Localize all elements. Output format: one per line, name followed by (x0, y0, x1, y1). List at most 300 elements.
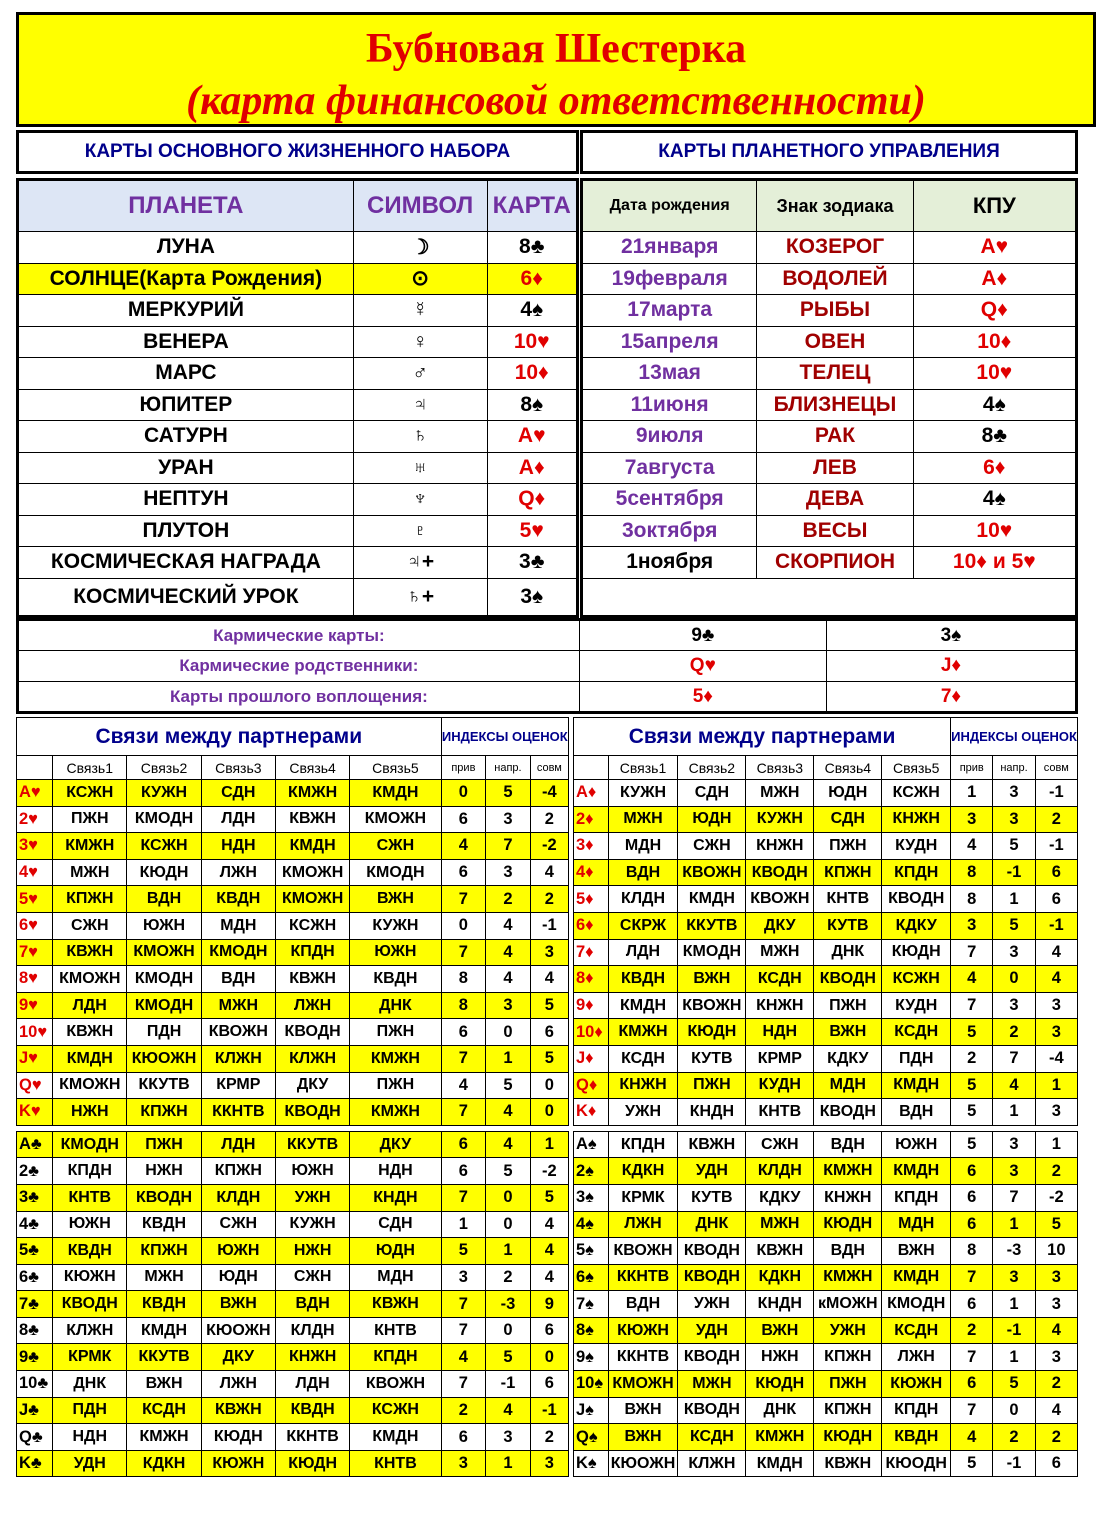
relation-row (17, 1344, 569, 1371)
relation-row (574, 966, 1078, 993)
planet-row (18, 389, 578, 421)
relation-link: КНЖН (746, 992, 814, 1019)
relation-card: 4♥ (17, 859, 53, 886)
relation-index: 7 (951, 1264, 993, 1291)
relation-index: 1 (486, 1450, 531, 1477)
relation-index: 4 (530, 1264, 568, 1291)
relation-card: 9♣ (17, 1344, 53, 1371)
kpu-date: 7августа (582, 452, 757, 484)
planet-row (18, 263, 578, 295)
relation-link: ЮЖН (53, 1211, 127, 1238)
relation-card: 3♥ (17, 833, 53, 860)
planet-symbol: ♄ (353, 421, 487, 453)
relation-card: K♣ (17, 1450, 53, 1477)
relation-link: ВЖН (608, 1397, 678, 1424)
header-planetary-rule: КАРТЫ ПЛАНЕТНОГО УПРАВЛЕНИЯ (580, 130, 1078, 174)
kpu-card: 10♥ (913, 358, 1076, 390)
relations-header-row (574, 756, 1078, 780)
karmic-card-b: J♦ (826, 651, 1076, 682)
relation-index: 5 (486, 1158, 531, 1185)
relation-row (574, 992, 1078, 1019)
col-index-2: напр. (993, 756, 1035, 780)
relation-link: СДН (201, 780, 275, 807)
relation-link: ДКУ (201, 1344, 275, 1371)
relation-index: 5 (951, 1450, 993, 1477)
relation-link: КВЖН (275, 966, 349, 993)
relation-link: ВДН (608, 859, 678, 886)
relation-link: ПЖН (814, 1371, 882, 1398)
planet-card: A♦ (487, 452, 578, 484)
karmic-row (18, 651, 1077, 682)
relation-link: НДН (350, 1158, 441, 1185)
relation-index: 6 (530, 1371, 568, 1398)
planet-name: УРАН (18, 452, 354, 484)
relation-card: 8♥ (17, 966, 53, 993)
relation-link: УЖН (608, 1099, 678, 1126)
relation-index: 8 (951, 859, 993, 886)
relation-link: КСДН (882, 1019, 951, 1046)
relation-link: КЮДН (746, 1371, 814, 1398)
relation-index: 1 (993, 1211, 1035, 1238)
relation-link: КМОЖН (275, 859, 349, 886)
relation-card: 4♣ (17, 1211, 53, 1238)
relation-index: 7 (441, 886, 486, 913)
relation-link: КНДН (678, 1099, 746, 1126)
relation-index: -2 (530, 833, 568, 860)
relation-row (17, 1019, 569, 1046)
relation-link: ККУТВ (275, 1131, 349, 1158)
relation-link: КДКУ (746, 1184, 814, 1211)
relation-link: КПДН (53, 1158, 127, 1185)
relation-index: 2 (1035, 1371, 1077, 1398)
karmic-row (18, 620, 1077, 651)
planet-symbol: ♆ (353, 484, 487, 516)
relation-index: 1 (486, 1238, 531, 1265)
relation-index: 4 (951, 1424, 993, 1451)
relation-card: 10♦ (574, 1019, 609, 1046)
relation-index: 3 (1035, 1264, 1077, 1291)
kpu-date: 15апреля (582, 326, 757, 358)
relation-link: ВДН (201, 966, 275, 993)
relation-link: ЛЖН (201, 859, 275, 886)
relation-link: ЛЖН (275, 992, 349, 1019)
relation-index: 5 (441, 1238, 486, 1265)
planet-symbol: ☽ (353, 232, 487, 264)
relation-link: ДНК (53, 1371, 127, 1398)
relation-row (574, 1344, 1078, 1371)
relation-row (574, 1424, 1078, 1451)
relation-index: 1 (1035, 1072, 1077, 1099)
relation-link: ВЖН (608, 1424, 678, 1451)
relation-row (574, 1397, 1078, 1424)
kpu-card: A♥ (913, 232, 1076, 264)
relation-index: 7 (441, 1371, 486, 1398)
planet-row (18, 232, 578, 264)
relations-caption: Связи между партнерами (17, 718, 442, 756)
relation-link: КВОЖН (201, 1019, 275, 1046)
relation-link: ККНТВ (201, 1099, 275, 1126)
relation-link: КНЖН (882, 806, 951, 833)
relation-index: 5 (951, 1131, 993, 1158)
relation-card: J♣ (17, 1397, 53, 1424)
relation-link: ВДН (608, 1291, 678, 1318)
kpu-card: 4♠ (913, 484, 1076, 516)
col-card: КАРТА (487, 180, 578, 232)
relation-index: 4 (951, 966, 993, 993)
relation-link: КМОДН (53, 1131, 127, 1158)
planet-symbol: ♀ (353, 326, 487, 358)
relation-link: СДН (350, 1211, 441, 1238)
col-link-4: Связь4 (275, 756, 349, 780)
kpu-empty-cell (582, 578, 1077, 616)
relation-link: МЖН (201, 992, 275, 1019)
relation-link: ЮДН (678, 806, 746, 833)
relation-link: КУЖН (746, 806, 814, 833)
kpu-sign: ОВЕН (757, 326, 913, 358)
relation-index: 2 (1035, 1424, 1077, 1451)
relation-row (574, 1291, 1078, 1318)
kpu-row (582, 421, 1077, 453)
relation-row (574, 859, 1078, 886)
kpu-sign: ДЕВА (757, 484, 913, 516)
relation-link: ККУТВ (678, 912, 746, 939)
kpu-row (582, 452, 1077, 484)
relation-link: КРМК (608, 1184, 678, 1211)
col-index-3: совм (1035, 756, 1077, 780)
kpu-empty-row (582, 578, 1077, 616)
relation-link: КВДН (275, 1397, 349, 1424)
relation-link: СЖН (53, 912, 127, 939)
relation-link: МДН (201, 912, 275, 939)
relation-index: 4 (1035, 939, 1077, 966)
planet-symbol: ♄+ (353, 578, 487, 616)
relation-link: КЛЖН (275, 1045, 349, 1072)
relation-row (17, 1264, 569, 1291)
relation-link: ЮЖН (127, 912, 201, 939)
planet-card: 5♥ (487, 515, 578, 547)
relation-link: КНТВ (350, 1450, 441, 1477)
relation-row (17, 886, 569, 913)
relation-link: КПЖН (127, 1099, 201, 1126)
relation-link: НЖН (275, 1238, 349, 1265)
planet-name: ВЕНЕРА (18, 326, 354, 358)
relation-row (574, 1131, 1078, 1158)
relation-link: ВДН (814, 1131, 882, 1158)
planet-row (18, 358, 578, 390)
relation-index: 3 (486, 992, 531, 1019)
relation-card: 7♦ (574, 939, 609, 966)
relation-link: ВДН (275, 1291, 349, 1318)
relation-link: ВЖН (201, 1291, 275, 1318)
relation-link: КПЖН (127, 1238, 201, 1265)
relation-index: 0 (486, 1317, 531, 1344)
relation-link: КВДН (608, 966, 678, 993)
col-link-3: Связь3 (746, 756, 814, 780)
kpu-sign: ВЕСЫ (757, 515, 913, 547)
planet-card: 8♠ (487, 389, 578, 421)
relation-index: 4 (951, 833, 993, 860)
planet-name: МАРС (18, 358, 354, 390)
relation-index: 1 (441, 1211, 486, 1238)
relation-card: 8♣ (17, 1317, 53, 1344)
kpu-date: 9июля (582, 421, 757, 453)
relation-card: Q♥ (17, 1072, 53, 1099)
relation-index: -1 (993, 859, 1035, 886)
relation-link: КМДН (882, 1158, 951, 1185)
relation-row (17, 1131, 569, 1158)
planet-card: 3♣ (487, 547, 578, 579)
relation-link: НДН (746, 1019, 814, 1046)
relation-index: 7 (441, 1317, 486, 1344)
relation-index: -1 (1035, 780, 1077, 807)
col-link-2: Связь2 (127, 756, 201, 780)
relation-card: 2♣ (17, 1158, 53, 1185)
relation-link: КСЖН (53, 780, 127, 807)
index-caption: ИНДЕКСЫ ОЦЕНОК (951, 718, 1078, 756)
karmic-row (18, 682, 1077, 713)
relation-link: ДНК (678, 1211, 746, 1238)
relation-index: 3 (1035, 1291, 1077, 1318)
relation-link: КМДН (882, 1264, 951, 1291)
relation-link: ЛДН (201, 806, 275, 833)
relation-index: 6 (530, 1317, 568, 1344)
relation-link: КНТВ (814, 886, 882, 913)
relation-card: 9♥ (17, 992, 53, 1019)
relation-link: КСЖН (882, 780, 951, 807)
relation-link: ВЖН (678, 966, 746, 993)
relation-link: КМЖН (814, 1158, 882, 1185)
relation-link: ПДН (882, 1045, 951, 1072)
col-card-empty (574, 756, 609, 780)
relation-link: ВДН (882, 1099, 951, 1126)
relation-link: КВОДН (882, 886, 951, 913)
relation-card: 7♠ (574, 1291, 609, 1318)
relation-row (17, 1317, 569, 1344)
relation-card: Q♣ (17, 1424, 53, 1451)
relation-link: СЖН (275, 1264, 349, 1291)
relation-link: КВЖН (53, 1019, 127, 1046)
relation-row (574, 912, 1078, 939)
relation-link: КЮДН (814, 1424, 882, 1451)
relation-index: 1 (1035, 1131, 1077, 1158)
relation-index: 8 (441, 966, 486, 993)
relation-index: 3 (1035, 1019, 1077, 1046)
relation-link: КВОДН (127, 1184, 201, 1211)
relation-link: КЮДН (127, 859, 201, 886)
col-link-5: Связь5 (350, 756, 441, 780)
relation-link: КВОЖН (678, 859, 746, 886)
relation-link: ВЖН (882, 1238, 951, 1265)
kpu-card: 6♦ (913, 452, 1076, 484)
planet-card: A♥ (487, 421, 578, 453)
relation-link: КЮДН (678, 1019, 746, 1046)
relation-index: 3 (1035, 1099, 1077, 1126)
planet-card: 6♦ (487, 263, 578, 295)
relation-link: ВЖН (746, 1317, 814, 1344)
relation-index: 4 (530, 966, 568, 993)
relation-index: 4 (441, 1072, 486, 1099)
planet-row (18, 326, 578, 358)
relation-index: 3 (530, 939, 568, 966)
planet-symbol: ⊙ (353, 263, 487, 295)
relation-link: КМДН (608, 992, 678, 1019)
relation-link: КМОДН (350, 859, 441, 886)
relation-index: 2 (951, 1317, 993, 1344)
relation-row (17, 859, 569, 886)
relation-link: КЮОЖН (127, 1045, 201, 1072)
planet-name: КОСМИЧЕСКИЙ УРОК (18, 578, 354, 616)
kpu-row (582, 484, 1077, 516)
relation-link: КПЖН (814, 1397, 882, 1424)
relation-link: ДКУ (275, 1072, 349, 1099)
relation-link: КЮЖН (608, 1317, 678, 1344)
relation-card: K♦ (574, 1099, 609, 1126)
relation-link: МДН (350, 1264, 441, 1291)
relation-index: 1 (993, 1291, 1035, 1318)
relation-link: КМЖН (350, 1045, 441, 1072)
relation-index: 2 (951, 1045, 993, 1072)
relation-row (574, 780, 1078, 807)
relation-index: 2 (486, 886, 531, 913)
header-main-set: КАРТЫ ОСНОВНОГО ЖИЗНЕННОГО НАБОРА (16, 130, 579, 174)
kpu-card: 4♠ (913, 389, 1076, 421)
relation-link: КВОЖН (608, 1238, 678, 1265)
relation-link: УДН (53, 1450, 127, 1477)
col-index-1: прив (441, 756, 486, 780)
relation-link: КВЖН (201, 1397, 275, 1424)
relation-row (17, 1045, 569, 1072)
relation-link: КВДН (882, 1424, 951, 1451)
relation-link: ЛЖН (608, 1211, 678, 1238)
relation-index: 3 (993, 1158, 1035, 1185)
relation-link: ЮЖН (275, 1158, 349, 1185)
relation-card: 8♠ (574, 1317, 609, 1344)
relations-caption-row (574, 718, 1078, 756)
relation-card: A♥ (17, 780, 53, 807)
relation-link: КЮОЖН (608, 1450, 678, 1477)
relation-row (574, 1158, 1078, 1185)
relations-table-left (16, 717, 569, 1477)
relation-card: 9♠ (574, 1344, 609, 1371)
relation-link: КРМК (53, 1344, 127, 1371)
relation-index: 3 (993, 780, 1035, 807)
relation-link: КВЖН (53, 939, 127, 966)
relation-index: 0 (993, 966, 1035, 993)
relation-link: ККНТВ (608, 1344, 678, 1371)
relation-link: ПЖН (127, 1131, 201, 1158)
relation-link: МЖН (127, 1264, 201, 1291)
relation-link: КЛДН (275, 1317, 349, 1344)
planet-name: ЛУНА (18, 232, 354, 264)
relation-index: 5 (951, 1019, 993, 1046)
col-planet: ПЛАНЕТА (18, 180, 354, 232)
relation-row (574, 939, 1078, 966)
relation-index: 4 (441, 1344, 486, 1371)
relation-card: K♥ (17, 1099, 53, 1126)
relation-index: 1 (486, 1045, 531, 1072)
relations-table-right (573, 717, 1078, 1477)
relation-index: 4 (486, 912, 531, 939)
relation-index: 2 (530, 1424, 568, 1451)
relation-index: -1 (486, 1371, 531, 1398)
kpu-date: 3октября (582, 515, 757, 547)
relation-link: КМЖН (746, 1424, 814, 1451)
relation-card: 10♥ (17, 1019, 53, 1046)
relation-link: МЖН (746, 939, 814, 966)
relation-link: ВЖН (350, 886, 441, 913)
relation-link: КРМР (201, 1072, 275, 1099)
relation-link: КВОДН (814, 1099, 882, 1126)
relation-link: КУЖН (608, 780, 678, 807)
kpu-row (582, 295, 1077, 327)
relation-row (17, 1072, 569, 1099)
relation-link: КЛЖН (678, 1450, 746, 1477)
relation-link: КНТВ (350, 1317, 441, 1344)
kpu-sign: ЛЕВ (757, 452, 913, 484)
planet-card: 8♣ (487, 232, 578, 264)
karmic-card-a: Q♥ (579, 651, 826, 682)
relation-row (574, 1211, 1078, 1238)
relation-link: КДКН (608, 1158, 678, 1185)
col-kpu: КПУ (913, 180, 1076, 232)
planet-symbol: ♅ (353, 452, 487, 484)
relation-link: КВЖН (275, 806, 349, 833)
relation-link: КМОДН (678, 939, 746, 966)
relation-card: J♠ (574, 1397, 609, 1424)
relation-card: 2♦ (574, 806, 609, 833)
relation-index: 8 (951, 886, 993, 913)
relation-link: ЮЖН (350, 939, 441, 966)
relation-index: 5 (993, 1371, 1035, 1398)
relation-link: КПДН (882, 1184, 951, 1211)
planet-symbol: ♇ (353, 515, 487, 547)
relation-link: ЮЖН (201, 1238, 275, 1265)
karmic-card-a: 9♣ (579, 620, 826, 651)
relation-link: УЖН (678, 1291, 746, 1318)
kpu-sign: РЫБЫ (757, 295, 913, 327)
karmic-card-b: 7♦ (826, 682, 1076, 713)
relation-index: 3 (993, 1264, 1035, 1291)
relation-link: КУДН (882, 833, 951, 860)
col-link-5: Связь5 (882, 756, 951, 780)
planet-row (18, 515, 578, 547)
relation-link: КМЖН (814, 1264, 882, 1291)
relation-row (17, 912, 569, 939)
col-card-empty (17, 756, 53, 780)
relation-link: КМОДН (127, 806, 201, 833)
relation-index: 5 (951, 1099, 993, 1126)
relation-link: КМОЖН (350, 806, 441, 833)
relation-link: ДНК (746, 1397, 814, 1424)
kpu-row (582, 389, 1077, 421)
kpu-card: A♦ (913, 263, 1076, 295)
relation-index: 3 (993, 939, 1035, 966)
col-link-4: Связь4 (814, 756, 882, 780)
relation-link: ЮЖН (882, 1131, 951, 1158)
relation-row (17, 1291, 569, 1318)
relation-row (17, 1424, 569, 1451)
relation-row (574, 1072, 1078, 1099)
relation-link: КСДН (608, 1045, 678, 1072)
relation-index: 6 (530, 1019, 568, 1046)
relation-link: КВЖН (814, 1450, 882, 1477)
relation-index: 0 (530, 1072, 568, 1099)
relation-link: ЛДН (201, 1131, 275, 1158)
planet-card: Q♦ (487, 484, 578, 516)
relation-link: МДН (814, 1072, 882, 1099)
relation-link: ККНТВ (608, 1264, 678, 1291)
relation-link: КДКН (746, 1264, 814, 1291)
